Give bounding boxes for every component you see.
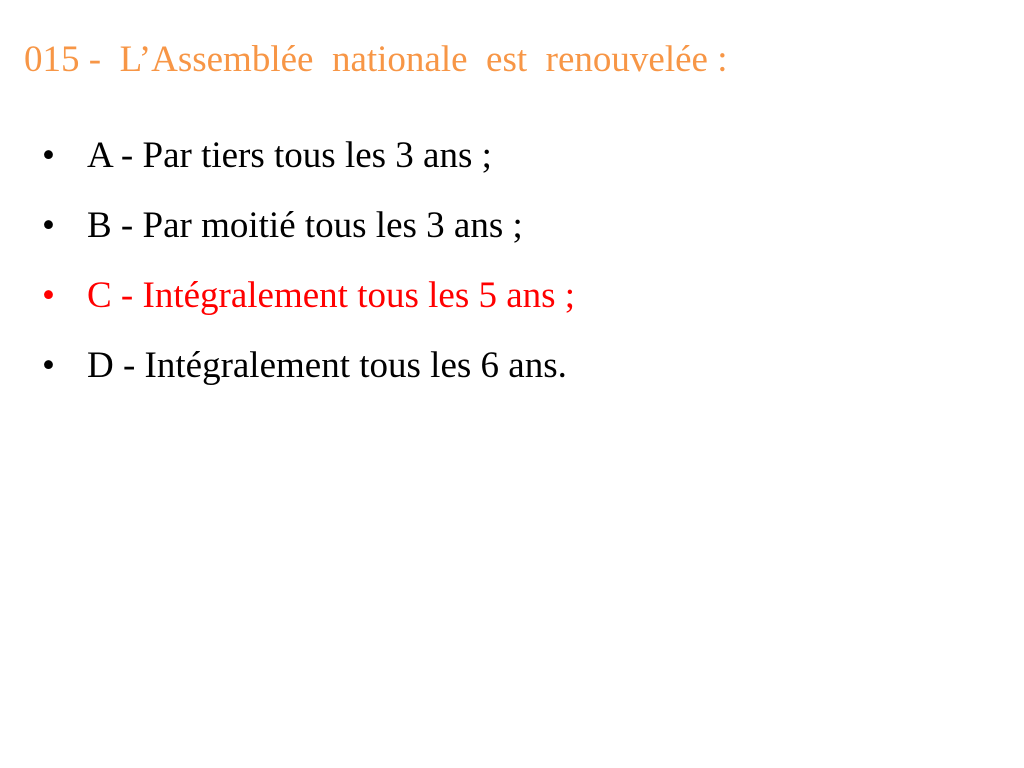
bullet-icon: • (42, 135, 55, 176)
bullet-icon: • (42, 275, 55, 316)
question-title: 015 - L’Assemblée nationale est renouvelée : (24, 39, 728, 80)
bullet-icon: • (42, 345, 55, 386)
bullet-icon: • (42, 205, 55, 246)
answer-option-text: C - Intégralement tous les 5 ans ; (87, 275, 576, 316)
answer-option-text: D - Intégralement tous les 6 ans. (87, 345, 567, 386)
answer-option-text: B - Par moitié tous les 3 ans ; (87, 205, 523, 246)
answer-option-text: A - Par tiers tous les 3 ans ; (87, 135, 492, 176)
